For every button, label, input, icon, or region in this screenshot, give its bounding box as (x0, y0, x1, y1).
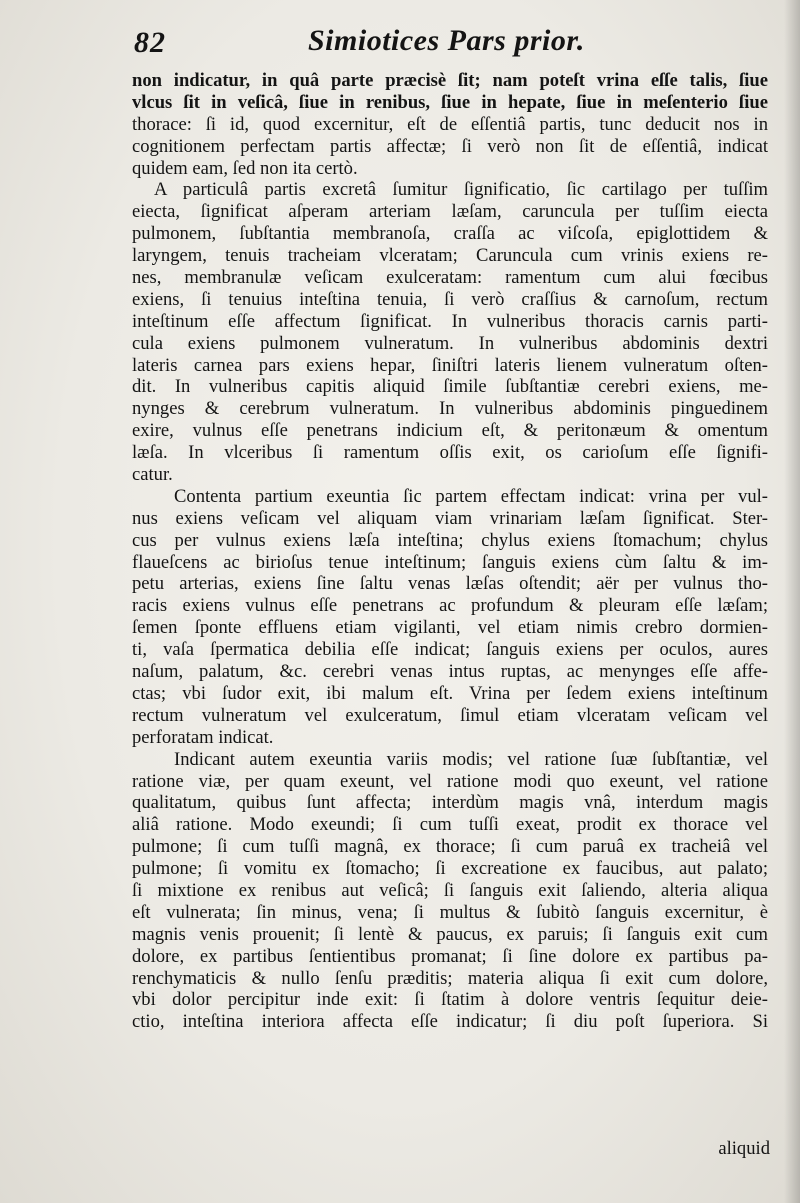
text-line: nus exiens veſicam vel aliquam viam vrinariam læſam ſignificat. Ster- (132, 507, 768, 529)
text-line: pulmone; ſi vomitu ex ſtomacho; ſi excreatione ex faucibus, aut palato; (132, 858, 768, 880)
text-line: non indicatur, in quâ parte præcisè ſit; nam poteſt vrina eſſe talis, ſiue (132, 70, 768, 91)
text-line: catur. (132, 464, 173, 486)
page-number: 82 (134, 26, 166, 59)
text-line: perforatam indicat. (132, 726, 274, 748)
text-line: laryngem, tenuis tracheiam vlceratam; Caruncula cum vrinis exiens re- (132, 245, 768, 267)
text-line: ratione viæ, per quam exeunt, vel ratione modi quo exeunt, vel ratione (132, 770, 768, 792)
text-line: inteſtinum eſſe affectum ſignificat. In vulneribus thoracis carnis parti- (132, 310, 768, 332)
text-line: ctio, inteſtina interiora affecta eſſe indicatur; ſi diu poſt ſuperiora. Si (132, 1011, 768, 1033)
text-line: thorace: ſi id, quod excernitur, eſt de eſſentiâ partis, tunc deducit nos in (132, 113, 768, 135)
text-line: racis exiens vulnus eſſe penetrans ac profundum & pleuram eſſe læſam; (132, 595, 768, 617)
text-line: aliâ ratione. Modo exeundi; ſi cum tuſſi exeat, prodit ex thorace vel (132, 814, 768, 836)
body-text (132, 70, 768, 1033)
text-line: Contenta partium exeuntia ſic partem effectam indicat: vrina per vul- (174, 485, 768, 507)
text-line: cognitionem perfectam partis affectæ; ſi verò non ſit de eſſentiâ, indicat (132, 135, 768, 157)
text-line: dolore, ex partibus ſentientibus promanat; ſi ſine dolore ex partibus pa- (132, 945, 768, 967)
text-line: exiens, ſi tenuius inteſtina tenuia, ſi verò craſſius & carnoſum, rectum (132, 288, 768, 310)
text-line: flaueſcens ac birioſus tenue inteſtinum; ſanguis exiens cùm ſaltu & im- (132, 551, 768, 573)
text-line: ſemen ſponte effluens etiam vigilanti, vel etiam nimis crebro dormien- (132, 617, 768, 639)
text-line: nynges & cerebrum vulneratum. In vulneribus abdominis pinguedinem (132, 398, 768, 420)
text-line: eiecta, ſignificat aſperam arteriam læſam, caruncula per tuſſim eiecta (132, 201, 768, 223)
text-line: pulmonem, ſubſtantia membranoſa, craſſa ac viſcoſa, epiglottidem & (132, 223, 768, 245)
page-gutter-shadow (784, 0, 800, 1203)
text-line: cus per vulnus exiens læſa inteſtina; chylus exiens ſtomachum; chylus (132, 529, 768, 551)
text-line: ctas; vbi ſudor exit, ibi malum eſt. Vrina per ſedem exiens inteſtinum (132, 682, 768, 704)
text-line: naſum, palatum, &c. cerebri venas intus ruptas, ac menynges eſſe affe- (132, 661, 768, 683)
text-line: petu arterias, exiens ſine ſaltu venas læſas oſtendit; aër per vulnus tho- (132, 573, 768, 595)
text-line: vbi dolor percipitur inde exit: ſi ſtatim à dolore ventris ſequitur deie- (132, 989, 768, 1011)
text-line: ti, vaſa ſpermatica debilia eſſe indicat; ſanguis exiens per oculos, aures (132, 639, 768, 661)
text-line: dit. In vulneribus capitis aliquid ſimile ſubſtantiæ cerebri exiens, me- (132, 376, 768, 398)
text-line: ſi mixtione ex renibus aut veſicâ; ſi ſanguis exit ſaliendo, alteria aliqua (132, 879, 768, 901)
text-line: renchymaticis & nullo ſenſu præditis; materia aliqua ſi exit cum dolore, (132, 967, 768, 989)
text-line: lateris carnea pars exiens hepar, ſiniſtri lateris lienem vulneratum oſten- (132, 354, 768, 376)
text-line: A particulâ partis excretâ ſumitur ſignificatio, ſic cartilago per tuſſim (154, 179, 768, 201)
text-line: rectum vulneratum vel exulceratum, ſimul etiam vlceratam veſicam vel (132, 704, 768, 726)
text-line: læſa. In vlceribus ſi ramentum oſſis exit, os carioſum eſſe ſignifi- (132, 442, 768, 464)
text-line: vlcus ſit in veſicâ, ſiue in renibus, ſiue in hepate, ſiue in meſenterio ſiue (132, 91, 768, 113)
page-header (132, 22, 740, 68)
running-title: Simiotices Pars prior. (308, 24, 585, 57)
text-line: cula exiens pulmonem vulneratum. In vulneribus abdominis dextri (132, 332, 768, 354)
text-line: pulmone; ſi cum tuſſi magnâ, ex thorace; ſi cum paruâ ex tracheiâ vel (132, 836, 768, 858)
text-line: Indicant autem exeuntia variis modis; vel ratione ſuæ ſubſtantiæ, vel (174, 748, 768, 770)
text-line: quidem eam, ſed non ita certò. (132, 157, 358, 179)
text-line: qualitatum, quibus ſunt affecta; interdùm magis vnâ, interdum magis (132, 792, 768, 814)
text-line: exire, vulnus eſſe penetrans indicium eſt, & peritonæum & omentum (132, 420, 768, 442)
text-line: magnis venis prouenit; ſi lentè & paucus, ex paruis; ſi ſanguis exit cum (132, 923, 768, 945)
text-line: eſt vulnerata; ſin minus, vena; ſi multus & ſubitò ſanguis excernitur, è (132, 901, 768, 923)
text-line: nes, membranulæ veſicam exulceratam: ramentum cum alui fœcibus (132, 267, 768, 289)
catchword: aliquid (718, 1138, 770, 1159)
